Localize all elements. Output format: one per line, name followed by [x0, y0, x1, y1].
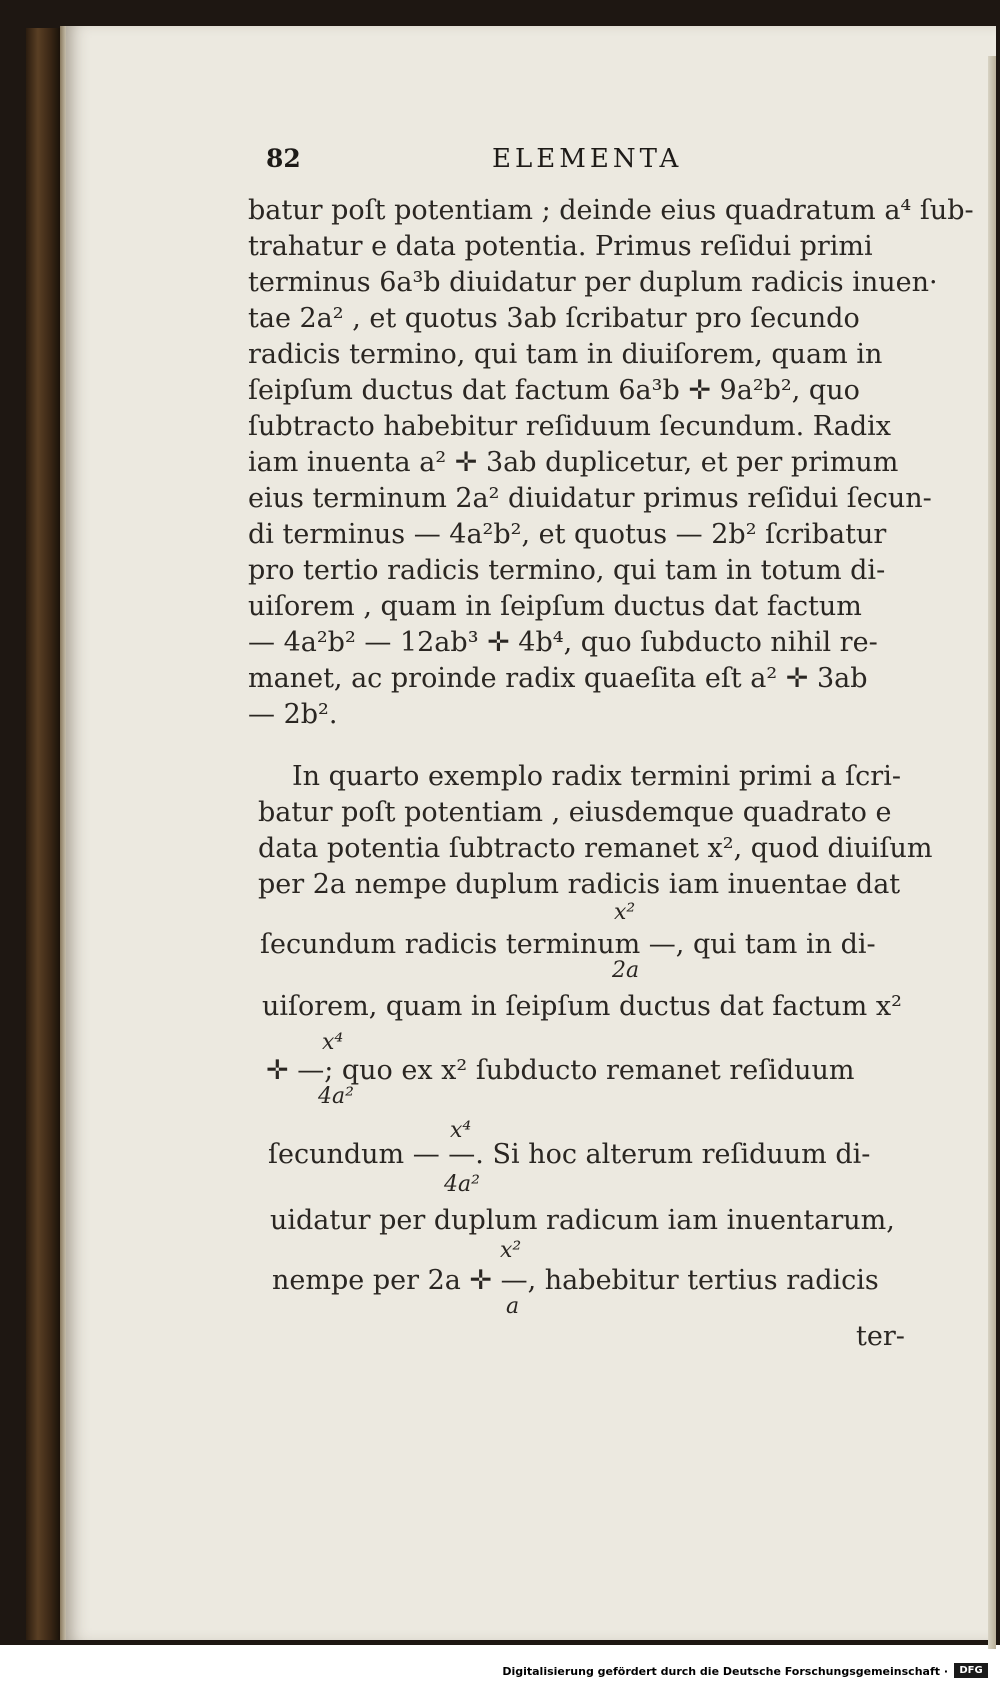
book-page — [66, 26, 996, 1640]
text-line: ſecundum radicis terminum —, qui tam in di- — [260, 929, 876, 960]
text-line: pro tertio radicis termino, qui tam in totum di- — [248, 555, 886, 586]
text-line: In quarto exemplo radix termini primi a ſcri- — [292, 761, 901, 792]
text-line: ſeipſum ductus dat factum 6a³b ✛ 9a²b², quo — [248, 375, 860, 406]
text-line: ſecundum — —. Si hoc alterum reſiduum di- — [268, 1139, 871, 1170]
fraction-denominator: 4a² — [318, 1084, 354, 1109]
text-line: uidatur per duplum radicum iam inuentarum, — [270, 1205, 895, 1236]
text-line: trahatur e data potentia. Primus reſidui primi — [248, 231, 873, 262]
text-line: eius terminum 2a² diuidatur primus reſidui ſecun- — [248, 483, 932, 514]
text-line: nempe per 2a ✛ —, habebitur tertius radicis — [272, 1265, 879, 1296]
running-head: ELEMENTA — [492, 144, 683, 174]
text-line: radicis termino, qui tam in diuiſorem, quam in — [248, 339, 883, 370]
text-line: iam inuenta a² ✛ 3ab duplicetur, et per primum — [248, 447, 899, 478]
text-line: — 4a²b² — 12ab³ ✛ 4b⁴, quo ſubducto nihil re- — [248, 627, 878, 658]
book-spine — [26, 28, 60, 1640]
digitization-credit: Digitalisierung gefördert durch die Deutsche Forschungsgemeinschaft · — [502, 1665, 948, 1678]
fraction-numerator: x² — [500, 1238, 522, 1263]
text-line: batur poſt potentiam ; deinde eius quadratum a⁴ ſub- — [248, 195, 974, 226]
footer-bar — [0, 1649, 1000, 1687]
text-line: uiſorem , quam in ſeipſum ductus dat factum — [248, 591, 862, 622]
text-line: manet, ac proinde radix quaeſita eſt a² ✛ 3ab — [248, 663, 868, 694]
fraction-numerator: x⁴ — [450, 1118, 472, 1143]
text-line: uiſorem, quam in ſeipſum ductus dat factum x² — [262, 991, 902, 1022]
page-number: 82 — [266, 144, 301, 173]
text-line: per 2a nempe duplum radicis iam inuentae dat — [258, 869, 901, 900]
text-line: tae 2a² , et quotus 3ab ſcribatur pro ſecundo — [248, 303, 860, 334]
fraction-numerator: x⁴ — [322, 1030, 344, 1055]
fraction-denominator: a — [506, 1294, 520, 1319]
text-line: ✛ —; quo ex x² ſubducto remanet reſiduum — [266, 1055, 855, 1086]
fraction-denominator: 2a — [612, 958, 640, 983]
text-line: batur poſt potentiam , eiusdemque quadrato e — [258, 797, 892, 828]
text-line: terminus 6a³b diuidatur per duplum radicis inuen· — [248, 267, 938, 298]
text-line: — 2b². — [248, 699, 338, 730]
catchword: ter- — [856, 1321, 905, 1352]
fraction-denominator: 4a² — [444, 1172, 480, 1197]
fraction-numerator: x² — [614, 900, 636, 925]
text-line: di terminus — 4a²b², et quotus — 2b² ſcribatur — [248, 519, 887, 550]
page-fore-edge — [988, 56, 996, 1666]
text-line: ſubtracto habebitur reſiduum ſecundum. Radix — [248, 411, 891, 442]
text-line: data potentia ſubtracto remanet x², quod diuiſum — [258, 833, 933, 864]
dfg-logo-icon: DFG — [954, 1663, 988, 1678]
